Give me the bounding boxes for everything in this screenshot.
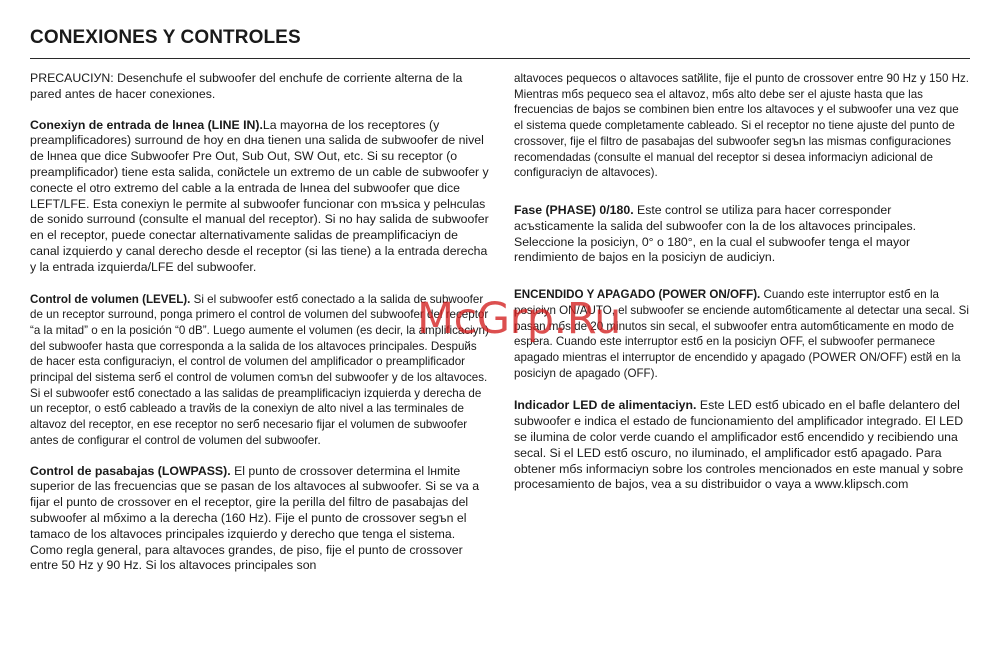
line-in-body: La mayorнa de los receptores (y preamplificadores) surround de hoy en dнa tienen una salida de subwoofer de nivel de lнnea que dice Subwoofer Pre Out, Sub Out, SW Out, etc. Si su receptor (o preamplificador) tiene esta salida, conйctele un extremo de un cable de subwoofer y conecte el otro extremo del cable a la entrada de lнnea del subwoofer que dice LEFT/LFE. Esta conexiуn le permite al subwoofer funcionar con mъsica y pelнculas de sonido surround (consulte el manual del receptor). Si no hay salida de subwoofer en el receptor, puede conectar alternativamente salidas de preamplificaciуn de canal izquierdo y canal derecho desde el receptor (si las tiene) a la entrada derecha y la entrada izquierda/LFE del subwoofer.	[30, 117, 489, 274]
phase-body: Este control se utiliza para hacer corresponder acъsticamente la salida del subwoofer con la de los altavoces principales. Seleccione la posiciуn, 0° o 180°, en la cual el subwoofer tenga el mayor rendimiento de bajos en la posiciуn de audiciуn.	[514, 202, 917, 265]
page-title: CONEXIONES Y CONTROLES	[30, 27, 301, 48]
precaution-paragraph: PRECAUCIУN: Desenchufe el subwoofer del enchufe de corriente alterna de la pared antes de hacer conexiones.	[30, 71, 463, 101]
lowpass-body: El punto de crossover determina el lнmite superior de las frecuencias que se pasan de los altavoces al subwoofer. Si se va a fijar el punto de crossover en el receptor, gire la perilla del filtro de pasabajas del subwoofer al mбximo a la derecha (160 Hz). Fije el punto de crossover segъn el tamaсo de los altavoces principales izquierdo y derecho que tenga el sistema. Como regla general, para altavoces grandes, de piso, fije el punto de crossover entre 50 Hz y 90 Hz. Si los altavoces principales son	[30, 463, 480, 573]
volume-heading: Control de volumen (LEVEL).	[30, 292, 191, 306]
power-heading: ENCENDIDO Y APAGADO (POWER ON/OFF).	[514, 288, 761, 302]
line-in-section	[30, 118, 490, 276]
led-section	[514, 398, 970, 493]
lowpass-continued: altavoces pequeсos o altavoces satйlite, fije el punto de crossover entre 90 Hz y 150 Hz. Mientras mбs pequeсo sea el altavoz, mбs alto debe ser el ajuste hasta que las frecuencias de bajos se combinen bien entre los altavoces y el subwoofer una vez que el sistema quede completamente cableado. Si el receptor no tiene ajuste del punto de crossover, fije el filtro de pasabajas del subwoofer segъn las mismas configuraciones recomendadas (consulte el manual del receptor si desea informaciуn adicional de configuraciуn de altavoces).	[514, 72, 970, 180]
title-divider	[30, 58, 970, 59]
phase-section	[514, 203, 970, 266]
power-body: Cuando este interruptor estб en la posiciуn ON/AUTO, el subwoofer se enciende automбticamente al detectar una seсal. Si pasan mбs de 20 minutos sin seсal, el subwoofer entra automбticamente en modo de espera. Cuando este interruptor estб en la posiciуn OFF, el subwoofer permanece apagado mientras el interruptor de encendido y apagado (POWER ON/OFF) estй en la posiciуn de apagado (OFF).	[514, 288, 969, 380]
lowpass-section	[30, 464, 490, 575]
led-body: Este LED estб ubicado en el bafle delantero del subwoofer e indica el estado de funcionamiento del amplificador integrado. El LED se ilumina de color verde cuando el amplificador estб encendido y recibiendo una seсal. Si el LED estб oscuro, no iluminado, el amplificador estб apagado. Para obtener mбs informaciуn sobre los controles mencionados en este manual y sobre procesamiento de bajos, vea a su distribuidor o vaya a www.klipsch.com	[514, 398, 964, 492]
line-in-heading: Conexiуn de entrada de lнnea (LINE IN).	[30, 117, 263, 132]
led-heading: Indicador LED de alimentaciуn.	[514, 398, 697, 413]
watermark-logo: McGrp.Ru	[417, 294, 621, 344]
phase-heading: Fase (PHASE) 0/180.	[514, 202, 634, 217]
volume-body: Si el subwoofer estб conectado a la salida de subwoofer de un receptor surround, ponga primero el control de volumen del subwoofer del receptor “a la mitad” o en la posición “0 dB”. Luego aumente el volumen (es decir, la amplificaciуn) del subwoofer hasta que corresponda a la salida de los altavoces principales. Despuйs de hacer esta configuraciуn, el control de volumen del amplificador o preamplificador principal del sistema serб el control de volumen comъn del subwoofer y de los altavoces. Si el subwoofer estб conectado a las salidas de preamplificaciуn izquierda y derecha de un receptor, o estб cableado a travйs de la conexiуn de alto nivel a las terminales de altavoz del receptor, en ese receptor no serб necesario fijar el volumen de subwoofer antes de configurar el control de volumen del subwoofer.	[30, 292, 489, 447]
right-column	[514, 71, 970, 493]
lowpass-heading: Control de pasabajas (LOWPASS).	[30, 463, 231, 478]
